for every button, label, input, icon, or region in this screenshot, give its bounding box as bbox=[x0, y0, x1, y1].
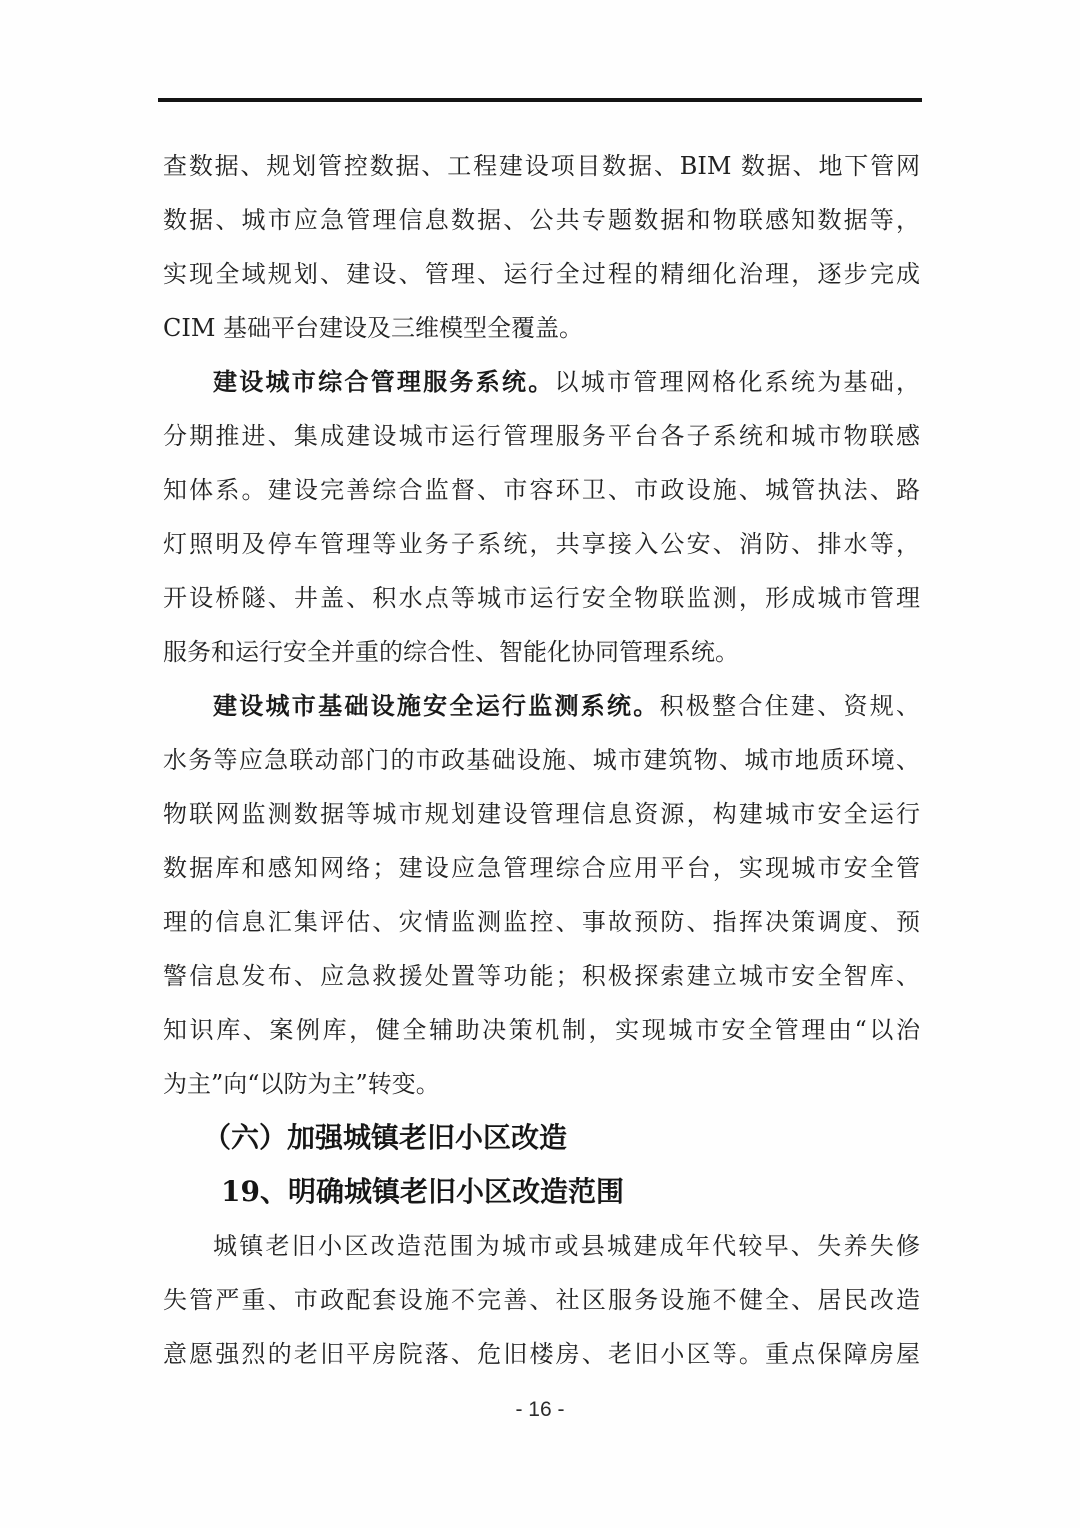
paragraph-bold-lead: 建设城市综合管理服务系统。 bbox=[213, 367, 555, 396]
header-rule bbox=[158, 98, 922, 102]
paragraph-infrastructure-safety-monitoring-system-line: 为主”向“以防为主”转变。 bbox=[163, 1070, 440, 1098]
heading-section-six: （六）加强城镇老旧小区改造 bbox=[203, 1121, 568, 1154]
paragraph-bold-lead: 建设城市基础设施安全运行监测系统。 bbox=[213, 691, 660, 720]
paragraph-infrastructure-safety-monitoring-system-line: 水务等应急联动部门的市政基础设施、城市建筑物、城市地质环境、 bbox=[163, 746, 920, 774]
paragraph-renovation-scope-line: 意愿强烈的老旧平房院落、危旧楼房、老旧小区等。重点保障房屋 bbox=[163, 1340, 920, 1368]
paragraph-renovation-scope-line: 城镇老旧小区改造范围为城市或县城建成年代较早、失养失修 bbox=[213, 1232, 920, 1260]
paragraph-cim-platform-line: 查数据、规划管控数据、工程建设项目数据、BIM 数据、地下管网 bbox=[163, 152, 920, 180]
paragraph-renovation-scope-line: 失管严重、市政配套设施不完善、社区服务设施不健全、居民改造 bbox=[163, 1286, 920, 1314]
paragraph-infrastructure-safety-monitoring-system-line: 数据库和感知网络；建设应急管理综合应用平台，实现城市安全管 bbox=[163, 854, 920, 882]
paragraph-cim-platform-line: 实现全域规划、建设、管理、运行全过程的精细化治理，逐步完成 bbox=[163, 260, 920, 288]
paragraph-infrastructure-safety-monitoring-system-line: 警信息发布、应急救援处置等功能；积极探索建立城市安全智库、 bbox=[163, 962, 920, 990]
paragraph-infrastructure-safety-monitoring-system-line: 建设城市基础设施安全运行监测系统。积极整合住建、资规、 bbox=[213, 691, 920, 720]
paragraph-city-management-service-system-line: 分期推进、集成建设城市运行管理服务平台各子系统和城市物联感 bbox=[163, 422, 920, 450]
paragraph-cim-platform-line: CIM 基础平台建设及三维模型全覆盖。 bbox=[163, 314, 584, 342]
paragraph-infrastructure-safety-monitoring-system-line: 理的信息汇集评估、灾情监测监控、事故预防、指挥决策调度、预 bbox=[163, 908, 920, 936]
page-content bbox=[163, 139, 920, 1381]
paragraph-city-management-service-system-line: 建设城市综合管理服务系统。以城市管理网格化系统为基础， bbox=[213, 367, 920, 396]
page-number: - 16 - bbox=[515, 1398, 565, 1421]
heading-item-19: 19、明确城镇老旧小区改造范围 bbox=[221, 1175, 624, 1208]
paragraph-city-management-service-system-line: 开设桥隧、井盖、积水点等城市运行安全物联监测，形成城市管理 bbox=[163, 584, 920, 612]
paragraph-infrastructure-safety-monitoring-system-line: 物联网监测数据等城市规划建设管理信息资源，构建城市安全运行 bbox=[163, 800, 920, 828]
paragraph-cim-platform-line: 数据、城市应急管理信息数据、公共专题数据和物联感知数据等， bbox=[163, 206, 920, 234]
paragraph-city-management-service-system-line: 服务和运行安全并重的综合性、智能化协同管理系统。 bbox=[163, 638, 739, 666]
paragraph-city-management-service-system-line: 知体系。建设完善综合监督、市容环卫、市政设施、城管执法、路 bbox=[163, 476, 920, 504]
paragraph-city-management-service-system-line: 灯照明及停车管理等业务子系统，共享接入公安、消防、排水等， bbox=[163, 530, 920, 558]
paragraph-infrastructure-safety-monitoring-system-line: 知识库、案例库，健全辅助决策机制，实现城市安全管理由“以治 bbox=[163, 1016, 920, 1044]
